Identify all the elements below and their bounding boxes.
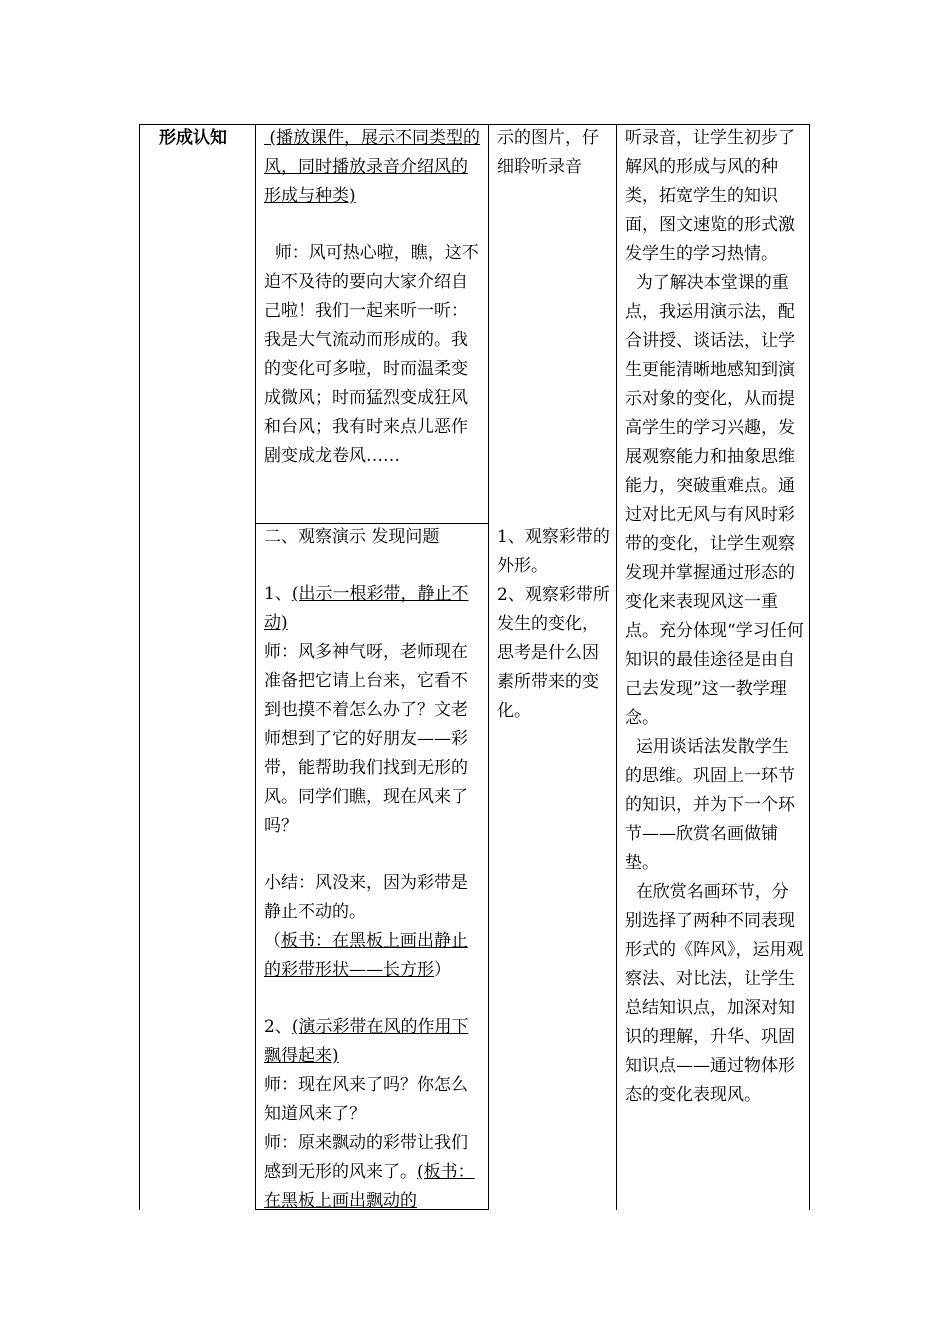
board-note-1-close: ） xyxy=(434,960,451,980)
step-2-question: 师：现在风来了吗？你怎么知道风来了？ xyxy=(264,1075,468,1124)
step-1 xyxy=(264,580,482,638)
section-title: 二、观察演示 发现问题 xyxy=(264,527,440,547)
column-divider-2 xyxy=(488,124,489,1210)
rationale-paragraph-2: 为了解决本堂课的重点，我运用演示法，配合讲授、谈话法，让学生更能清晰地感知到演示对象的变化，从而提高学生的学习兴趣，发展观察能力和抽象思维能力，突破重难点。通过对比无风与有风时彩带的变化，让学生观察发现并掌握通过形态的变化来表现风这一重点。充分体现“学习任何知识的最佳途径是由自己去发现”这一教学理念。 xyxy=(625,273,804,728)
column-divider-3 xyxy=(616,124,617,1210)
step-1-action: (出示一根彩带，静止不动) xyxy=(264,584,469,633)
step-2-answer-text: 师：原来飘动的彩带让我们感到无形的风来了。 xyxy=(264,1133,468,1182)
step-2-number: 2、 xyxy=(264,1017,292,1037)
student-step-1: 1、观察彩带的外形。 xyxy=(497,527,610,576)
courseware-instruction: (播放课件，展示不同类型的风，同时播放录音介绍风的形成与种类) xyxy=(264,128,481,206)
rationale-paragraph-1: 听录音，让学生初步了解风的形成与风的种类，拓宽学生的知识面，图文速览的形式激发学生的学习热情。 xyxy=(625,128,795,264)
step-2-answer xyxy=(264,1129,482,1209)
step-2-action: (演示彩带在风的作用下飘得起来) xyxy=(264,1017,469,1066)
cell-bottom-border xyxy=(255,1209,489,1210)
step-2 xyxy=(264,1013,482,1071)
summary: 小结：风没来，因为彩带是静止不动的。 xyxy=(264,873,468,922)
board-note-1-text: 板书：在黑板上画出静止的彩带形状——长方形 xyxy=(264,931,468,980)
student-step-2: 2、观察彩带所发生的变化，思考是什么因素所带来的变化。 xyxy=(497,585,610,721)
rationale-paragraph-4: 在欣赏名画环节，分别选择了两种不同表现形式的《阵风》，运用观察法、对比法，让学生总结知识点，加深对知识的理解，升华、巩固知识点——通过物体形态的变化表现风。 xyxy=(625,882,804,1105)
design-rationale-cell xyxy=(625,124,805,1110)
table-right-border xyxy=(809,124,810,1210)
stage-label: 形成认知 xyxy=(159,128,227,148)
step-1-number: 1、 xyxy=(264,584,292,604)
student-activity-bottom xyxy=(497,523,611,726)
rationale-paragraph-3: 运用谈话法发散学生的思维。巩固上一环节的知识，并为下一个环节——欣赏名画做铺垫。 xyxy=(625,737,795,873)
column-divider-1 xyxy=(255,124,256,1210)
board-note-1 xyxy=(264,927,482,985)
student-activity-top xyxy=(497,124,611,182)
step-1-teacher: 师：风多神气呀，老师现在准备把它请上台来，它看不到也摸不着怎么办了？文老师想到了它的好朋友——彩带，能帮助我们找到无形的风。同学们瞧，现在风来了吗？ xyxy=(264,642,468,836)
student-activity-text: 示的图片，仔细聆听录音 xyxy=(497,128,599,177)
activity-cell-bottom xyxy=(264,523,482,1209)
board-note-2: (板书：在黑板上画出飘动的 xyxy=(264,1162,475,1209)
teacher-introduction: 师：风可热心啦，瞧，这不迫不及待的要向大家介绍自己啦！我们一起来听一听：我是大气流动而形成的。我的变化可多啦，时而温柔变成微风；时而猛烈变成狂风和台风；我有时来点儿恶作剧变成龙卷风…… xyxy=(264,243,479,466)
table-left-border xyxy=(139,124,140,1210)
board-note-1-open: （ xyxy=(264,931,281,951)
activity-cell-top xyxy=(264,124,482,471)
